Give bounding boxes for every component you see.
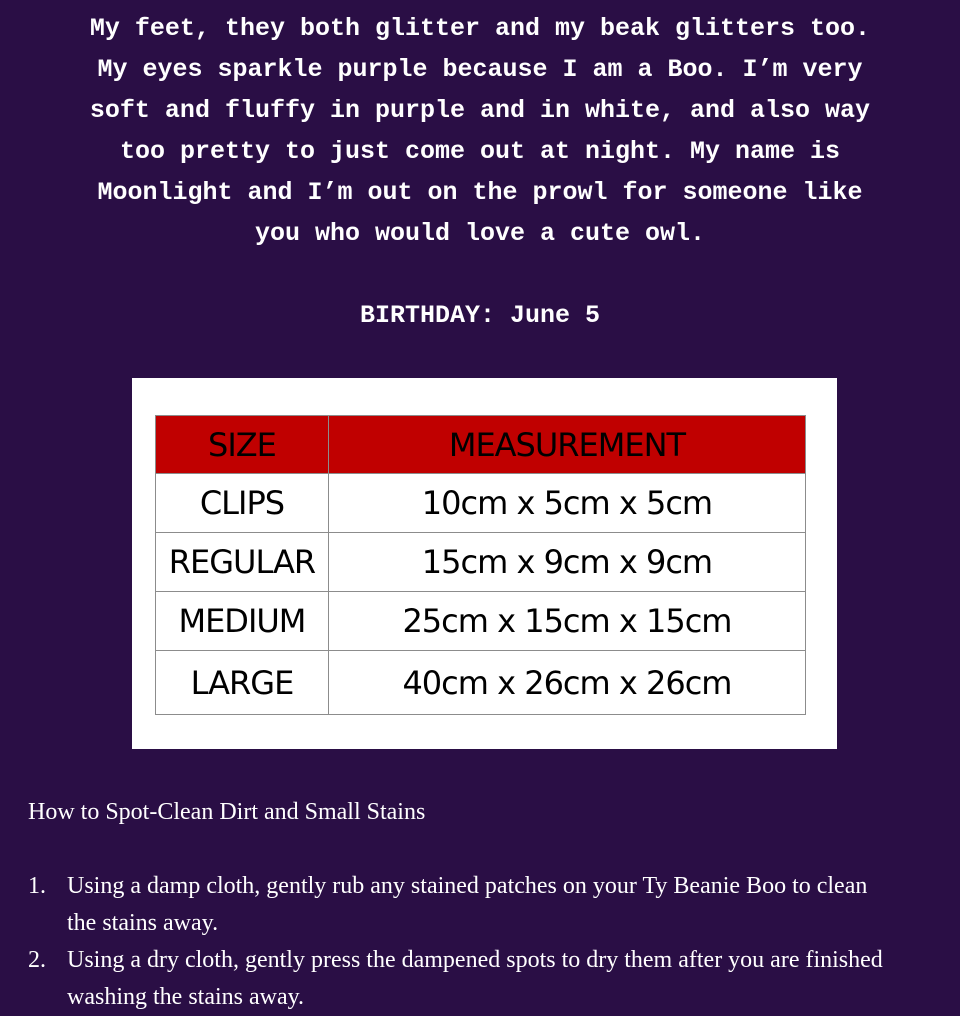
table-row — [156, 592, 806, 651]
header-size: SIZE — [156, 416, 329, 474]
description-line: My eyes sparkle purple because I am a Boo. I’m very — [97, 55, 863, 84]
cleaning-heading: How to Spot-Clean Dirt and Small Stains — [28, 799, 426, 825]
size-table — [155, 415, 806, 715]
description-line: soft and fluffy in purple and in white, and also way — [89, 96, 871, 125]
step-text: Using a dry cloth, gently press the dampened spots to dry them after you are finished washing the stains away. — [67, 947, 883, 1010]
list-item — [0, 868, 887, 942]
description-line: too pretty to just come out at night. My name is — [119, 137, 841, 166]
product-description — [20, 8, 940, 254]
description-line: My feet, they both glitter and my beak glitters too. — [89, 14, 871, 43]
step-text: Using a damp cloth, gently rub any stained patches on your Ty Beanie Boo to clean the stains away. — [67, 873, 868, 936]
size-cell: MEDIUM — [156, 592, 329, 651]
birthday-text: BIRTHDAY: June 5 — [359, 301, 601, 330]
measurement-cell: 15cm x 9cm x 9cm — [328, 533, 805, 592]
table-header-row — [156, 416, 806, 474]
header-measurement: MEASUREMENT — [328, 416, 805, 474]
list-item — [0, 942, 887, 1016]
description-line: Moonlight and I’m out on the prowl for someone like — [97, 178, 863, 207]
size-cell: REGULAR — [156, 533, 329, 592]
measurement-cell: 25cm x 15cm x 15cm — [328, 592, 805, 651]
step-number: 2. — [28, 947, 46, 973]
table-row — [156, 651, 806, 715]
size-cell: LARGE — [156, 651, 329, 715]
measurement-cell: 10cm x 5cm x 5cm — [328, 474, 805, 533]
measurement-cell: 40cm x 26cm x 26cm — [328, 651, 805, 715]
size-cell: CLIPS — [156, 474, 329, 533]
cleaning-steps-list — [0, 868, 960, 1016]
size-chart-image — [132, 378, 837, 749]
step-number: 1. — [28, 873, 46, 899]
table-row — [156, 474, 806, 533]
description-line: you who would love a cute owl. — [254, 219, 706, 248]
table-row — [156, 533, 806, 592]
